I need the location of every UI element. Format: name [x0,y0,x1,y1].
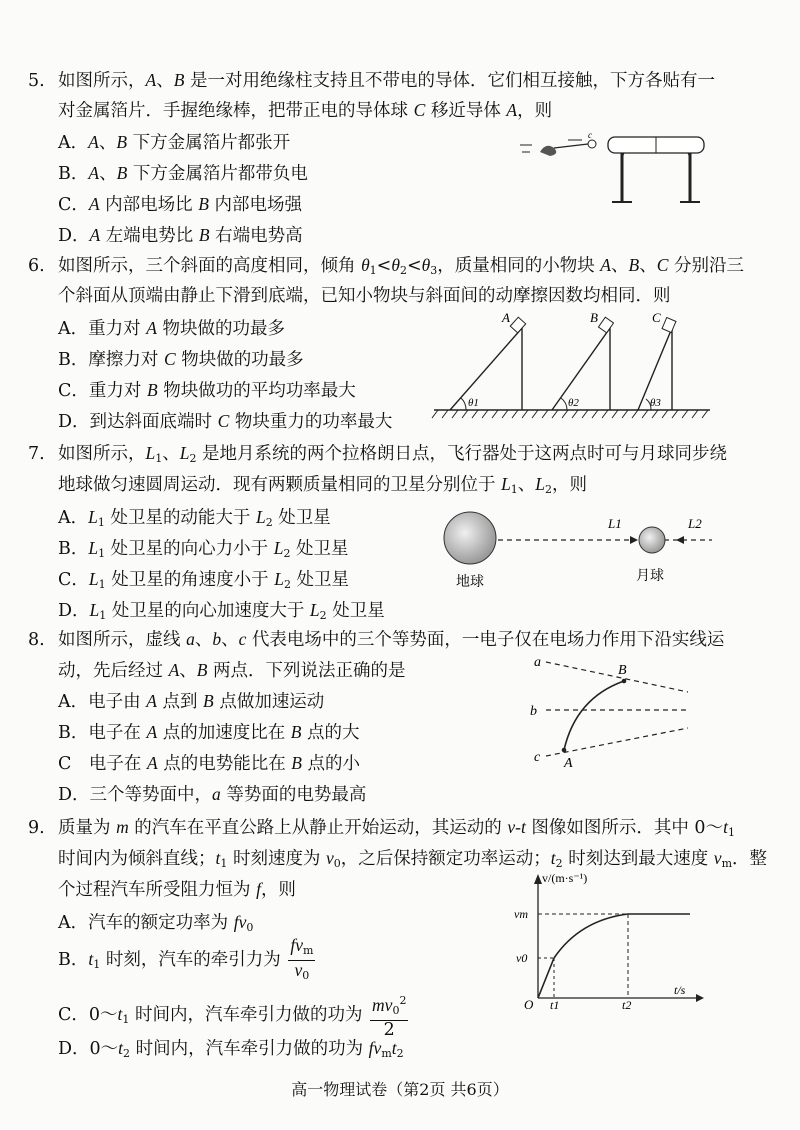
q9-power-segment [554,914,628,958]
q8-option-b: B．电子在 A 点的加速度比在 B 点的大 [58,722,360,743]
q7-moon [639,527,665,553]
q6-option-b: B．摩擦力对 C 物块做的功最多 [58,349,304,370]
q6-angle-3: θ3 [650,397,661,409]
q8-equipotential-a [546,662,688,692]
q9-stem-line3: 个过程汽车所受阻力恒为 f，则 [58,879,296,900]
q9-option-d: D．$0\sim t_2$ 时间内，汽车牵引力做的功为 $fv_mt_2$ [58,1038,404,1060]
q7-figure [440,506,730,598]
q8-figure [528,648,708,772]
q6-figure [430,306,720,424]
q6-stem-line2: 个斜面从顶端由静止下滑到底端，已知小物块与斜面间的动摩擦因数均相同．则 [58,286,671,306]
q5-insulating-rod [554,144,588,148]
q7-stem-line2: 地球做匀速圆周运动．现有两颗质量相同的卫星分别位于 $L_1$、$L_2$，则 [58,474,588,496]
q9-option-b: B．$t_1$ 时刻，汽车的牵引力为 $\frac{fv_m}{v_0}$ [58,935,314,982]
q8-option-d: D．三个等势面中，a 等势面的电势最高 [58,784,367,805]
q5-option-d: D．A 左端电势比 B 右端电势高 [58,225,303,246]
q7-stem-line1: 7. 如图所示，$L_1$、$L_2$ 是地月系统的两个拉格朗日点，飞行器处于这两点时可与月球同步绕 [28,443,728,465]
q8-stem-line2: 动，先后经过 A、B 两点．下列说法正确的是 [58,660,406,681]
q5-ball-c [588,140,596,148]
q9-origin-label: O [524,997,534,1010]
q8-label-point-a: A [564,756,573,771]
q8-equipotential-c [546,728,688,756]
q6-block-b [598,317,613,333]
q9-vt-chart [510,868,710,1010]
q8-number: 8. [28,630,45,650]
q7-number: 7. [28,444,45,464]
q7-option-b: B．$L_1$ 处卫星的向心力小于 $L_2$ 处卫星 [58,538,349,560]
q9-option-c: C．$0\sim t_1$ 时间内，汽车牵引力做的功为 $\frac{mv_0^2}{2}$ [58,994,407,1040]
q7-point-l2 [676,536,684,544]
q9-tick-t1: t1 [550,998,560,1010]
q5-option-c: C．A 内部电场比 B 内部电场强 [58,194,302,215]
q5-option-b: B．A、B 下方金属箔片都带负电 [58,163,308,184]
q7-option-d: D．$L_1$ 处卫星的向心加速度大于 $L_2$ 处卫星 [58,600,385,622]
q6-number: 6. [28,256,45,276]
q5-figure [510,130,710,230]
q8-stem-line1: 8. 如图所示，虚线 a、b、c 代表电场中的三个等势面，一电子仅在电场力作用下沿实线运 [28,629,725,650]
q6-incline-1 [450,328,522,410]
q9-tick-v0: v0 [516,951,528,965]
q6-option-a: A．重力对 A 物块做的功最多 [58,318,285,339]
q9-stem-line2: 时间内为倾斜直线；$t_1$ 时刻速度为 $v_0$，之后保持额定功率运动；$t_2$ 时刻达到最大速度 $v_m$．整 [58,848,768,870]
q6-block-a [510,317,525,333]
q7-earth [444,512,496,564]
q8-trajectory [564,681,624,750]
q9-x-axis-label: t/s [674,983,686,997]
page-footer: 高一物理试卷（第2页 共6页） [291,1080,509,1099]
q9-tick-t2: t2 [622,998,632,1010]
q5-number: 5. [28,71,45,91]
q5-label-c: c [588,130,592,140]
q9-number: 9. [28,818,45,838]
q9-option-a: A．汽车的额定功率为 $fv_0$ [58,912,254,934]
q6-label-a: A [502,310,510,325]
q7-option-a: A．$L_1$ 处卫星的动能大于 $L_2$ 处卫星 [58,507,331,529]
q8-option-c: C 电子在 A 点的电势能比在 B 点的小 [58,753,361,774]
q5-option-a: A．A、B 下方金属箔片都张开 [58,132,291,153]
q7-label-l1: L1 [608,516,622,531]
q6-option-c: C．重力对 B 物块做功的平均功率最大 [58,380,356,401]
q6-option-d: D．到达斜面底端时 C 物块重力的功率最大 [58,411,393,432]
q8-label-b: b [530,704,537,719]
q6-label-c: C [652,310,661,325]
q9-tick-vm: vm [514,907,528,921]
q8-point-b [622,679,627,684]
q8-label-c: c [534,750,541,765]
q6-block-c [662,318,676,333]
q6-incline-2 [552,328,610,410]
q9-linear-segment [538,958,554,998]
q6-label-b: B [590,310,598,325]
q6-angle-1: θ1 [468,397,479,409]
q8-label-a: a [534,655,541,670]
q7-point-l1 [630,536,638,544]
q5-hand [540,146,556,156]
q5-stem-line1: 5. 如图所示，A、B 是一对用绝缘柱支持且不带电的导体．它们相互接触，下方各贴有一 [28,70,715,91]
q7-label-l2: L2 [688,516,702,531]
q8-label-point-b: B [618,663,627,678]
q6-stem-line1: 6. 如图所示，三个斜面的高度相同，倾角 $\theta_1<\theta_2<\theta_3$，质量相同的小物块 A、B、C 分别沿三 [28,255,744,277]
q8-option-a: A．电子由 A 点到 B 点做加速运动 [58,691,325,712]
q7-label-earth: 地球 [456,575,484,590]
q6-angle-2: θ2 [568,397,579,409]
q9-y-axis-label: v/(m·s⁻¹) [542,871,588,885]
q8-point-a [562,748,567,753]
q7-option-c: C．$L_1$ 处卫星的角速度小于 $L_2$ 处卫星 [58,569,350,591]
q7-label-moon: 月球 [636,569,664,584]
q5-stem-line2: 对金属箔片．手握绝缘棒，把带正电的导体球 C 移近导体 A，则 [58,100,553,121]
q9-stem-line1: 9. 质量为 m 的汽车在平直公路上从静止开始运动，其运动的 v-t 图像如图所示．其中 $0\sim t_1$ [28,817,735,839]
